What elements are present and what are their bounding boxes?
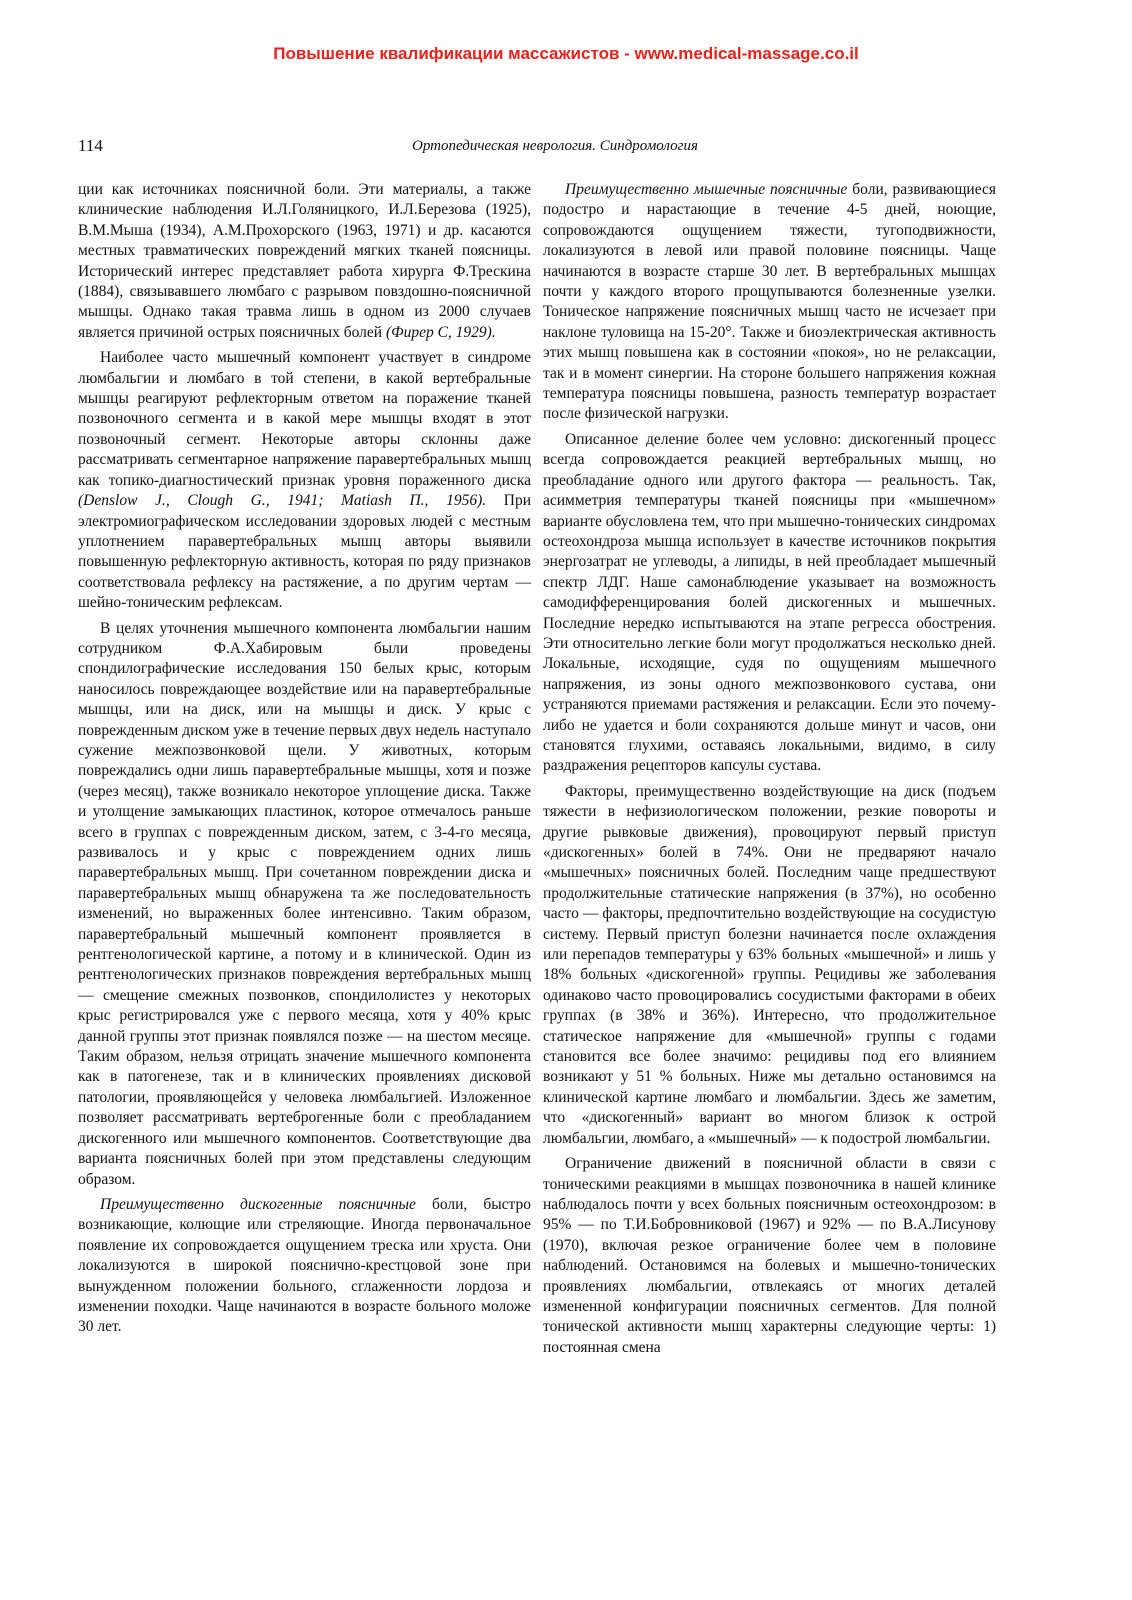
paragraph [78, 348, 531, 613]
italic-term: Преимущественно мышечные поясничные [565, 181, 848, 198]
paragraph [543, 782, 996, 1149]
citation: (Denslow J., Clough G., 1941; Matiash П., 1956). [78, 492, 487, 510]
page-number: 114 [78, 136, 103, 155]
paragraph [78, 1195, 531, 1338]
paragraph [78, 180, 531, 343]
paragraph-text: боли, быстро возникающие, колющие или стреляющие. Иногда первоначальное появление их сопровождается ощущением треска или хруста. Они локализуются в широкой пояснично-крестцовой зоне при вынужденном положении больного, сглаженности лордоза и изменении походки. Чаще начинаются в возрасте больного моложе 30 лет. [78, 1195, 531, 1336]
paragraph [543, 180, 996, 425]
italic-term: Преимущественно дискогенные поясничные [100, 1195, 416, 1213]
right-column [543, 180, 996, 1363]
paragraph-text: Наиболее часто мышечный компонент участвует в синдроме люмбальгии и люмбаго в той степени, в какой вертебральные мышцы реагируют рефлекторным ответом на поражение тканей позвоночного сегмента и в какой мере мышцы входят в этот позвоночный сегмент. Некоторые авторы склонны даже рассматривать сегментарное напряжение паравертебральных мышц как топико-диагностический признак уровня пораженного диска [78, 349, 531, 489]
paragraph-text: боли, развивающиеся подостро и нарастающие в течение 4-5 дней, ноющие, сопровождаются ощущением тяжести, тугоподвижности, локализуются в левой или правой половине поясницы. Чаще начинаются в возрасте старше 30 лет. В вертебральных мышцах почти у каждого второго прощупываются болезненные узелки. Тоническое напряжение поясничных мышц часто не исчезает при наклоне туловища на 15-20°. Также и биоэлектрическая активность этих мышц повышена как в состоянии «покоя», но не релаксации, так и в момент синергии. На стороне большего напряжения кожная температура поясницы повышена, разность температур возрастает после физической нагрузки. [543, 181, 996, 423]
promo-banner[interactable]: Повышение квалификации массажистов - www.medical-massage.co.il [273, 44, 859, 63]
paragraph [543, 430, 996, 777]
paragraph-text: При электромиографическом исследовании здоровых людей с местным уплотнением паравертебральных мышц авторы выявили повышенную рефлекторную активность, которая по ряду признаков соответствовала рефлексу на растяжение, а по другим чертам — шейно-тоническим рефлексам. [78, 492, 531, 612]
paragraph [78, 619, 531, 1190]
paragraph-text: Ограничение движений в поясничной области в связи с тоническими реакциями в мышцах позвоночника в нашей клинике наблюдалось почти у всех больных поясничным остеохондрозом: в 95% — по Т.И.Бобровниковой (1967) и 92% — по В.А.Лисунову (1970), включая резкое ограничение более чем в половине наблюдений. Остановимся на болевых и мышечно-тонических проявлениях люмбальгии, отвлекаясь от многих деталей измененной конфигурации поясничных сегментов. Для полной тонической активности мышц характерны следующие черты: 1) постоянная смена [543, 1155, 996, 1356]
running-head: Ортопедическая неврология. Синдромология [412, 138, 698, 154]
paragraph-text: Факторы, преимущественно воздействующие на диск (подъем тяжести в нефизиологическом положении, резкие повороты и другие рывковые движения), провоцируют первый приступ «дискогенных» болей в 74%. Они не предваряют начало «мышечных» поясничных болей. Последним чаще предшествуют продолжительные статические напряжения (в 37%), но особенно часто — факторы, предпочтительно воздействующие на сосудистую систему. Первый приступ болезни начинается после охлаждения или перепадов температуры у 63% больных «мышечной» и лишь у 18% больных «дискогенной» группы. Рецидивы же заболевания одинаково часто провоцировались сосудистыми факторами в обеих группах (в 38% и 36%). Интересно, что продолжительное статическое напряжение для «мышечной» группы с годами становится все более значимо: рецидивы под его влиянием возникают у 51 % больных. Ниже мы детально остановимся на клинической картине люмбаго и люмбальгии. Здесь же заметим, что «дискогенный» вариант во многом близок к острой люмбальгии, люмбаго, а «мышечный» — к подострой люмбальгии. [543, 782, 996, 1147]
left-column [78, 180, 531, 1343]
citation: (Фирер С, 1929). [385, 323, 496, 341]
paragraph-text: В целях уточнения мышечного компонента люмбальгии нашим сотрудником Ф.А.Хабировым были проведены спондилографические исследования 150 белых крыс, которым наносилось повреждающее воздействие или на паравертебральные мышцы, или на диск, или на мышцы и диск. У крыс с поврежденным диском уже в течение первых двух недель наступало сужение межпозвонковой щели. У животных, которым повреждались одни лишь паравертебральные мышцы, хотя и позже (через месяц), также возникало некоторое уплощение диска. Также и утолщение замыкающих пластинок, которое отмечалось раньше всего в группах с поврежденным диском, затем, с 3-4-го месяца, развивалось и у крыс с повреждением одних лишь паравертебральных мышц. При сочетанном повреждении диска и паравертебральных мышц обнаружена та же последовательность изменений, но выраженных более интенсивно. Таким образом, паравертебральный мышечный компонент проявляется в рентгенологической картине, а потому и в клинической. Один из рентгенологических признаков повреждения вертебральных мышц — смещение смежных позвонков, спондилолистез у некоторых крыс регистрировался уже с первого месяца, хотя у 40% крыс данной группы этот признак появлялся позже — на шестом месяце. Таким образом, нельзя отрицать значение мышечного компонента как в патогенезе, так и в клинических проявлениях дисковой патологии, проявляющейся у человека люмбальгией. Изложенное позволяет рассматривать вертеброгенные боли с преобладанием дискогенного или мышечного компонентов. Соответствующие два варианта поясничных болей при этом представлены следующим образом. [78, 619, 531, 1188]
paragraph [543, 1154, 996, 1358]
paragraph-text: Описанное деление более чем условно: дискогенный процесс всегда сопровождается реакцией вертебральных мышц, но преобладание одного или другого фактора — реальность. Так, асимметрия температуры тканей поясницы при «мышечном» варианте обусловлена тем, что при мышечно-тонических синдромах остеохондроза мышца использует в качестве источников покрытия энергозатрат не углеводы, а липиды, в ней преобладает мышечный спектр ЛДГ. Наше самонаблюдение указывает на возможность самодифференцирования болей дискогенных и мышечных. Последние нередко испытываются на этапе регресса обострения. Эти относительно легкие боли могут продолжаться несколько дней. Локальные, исходящие, судя по ощущениям мышечного напряжения, из зоны одного межпозвонкового сустава, они устраняются приемами растяжения и релаксации. Если это почему-либо не удается и боли сохраняются дольше минут и часов, они становятся глухими, оставаясь локальными, видимо, в силу раздражения рецепторов капсулы сустава. [543, 430, 996, 775]
paragraph-text: ции как источниках поясничной боли. Эти материалы, а также клинические наблюдения И.Л.Голяницкого, И.Л.Березова (1925), В.М.Мыша (1934), А.М.Прохорского (1963, 1971) и др. касаются местных травматических повреждений мягких тканей поясницы. Исторический интерес представляет работа хирурга Ф.Трескина (1884), связывавшего люмбаго с разрывом повздошно-поясничной мышцы. Однако такая травма лишь в одном из 2000 случаев является причиной острых поясничных болей [78, 181, 531, 341]
